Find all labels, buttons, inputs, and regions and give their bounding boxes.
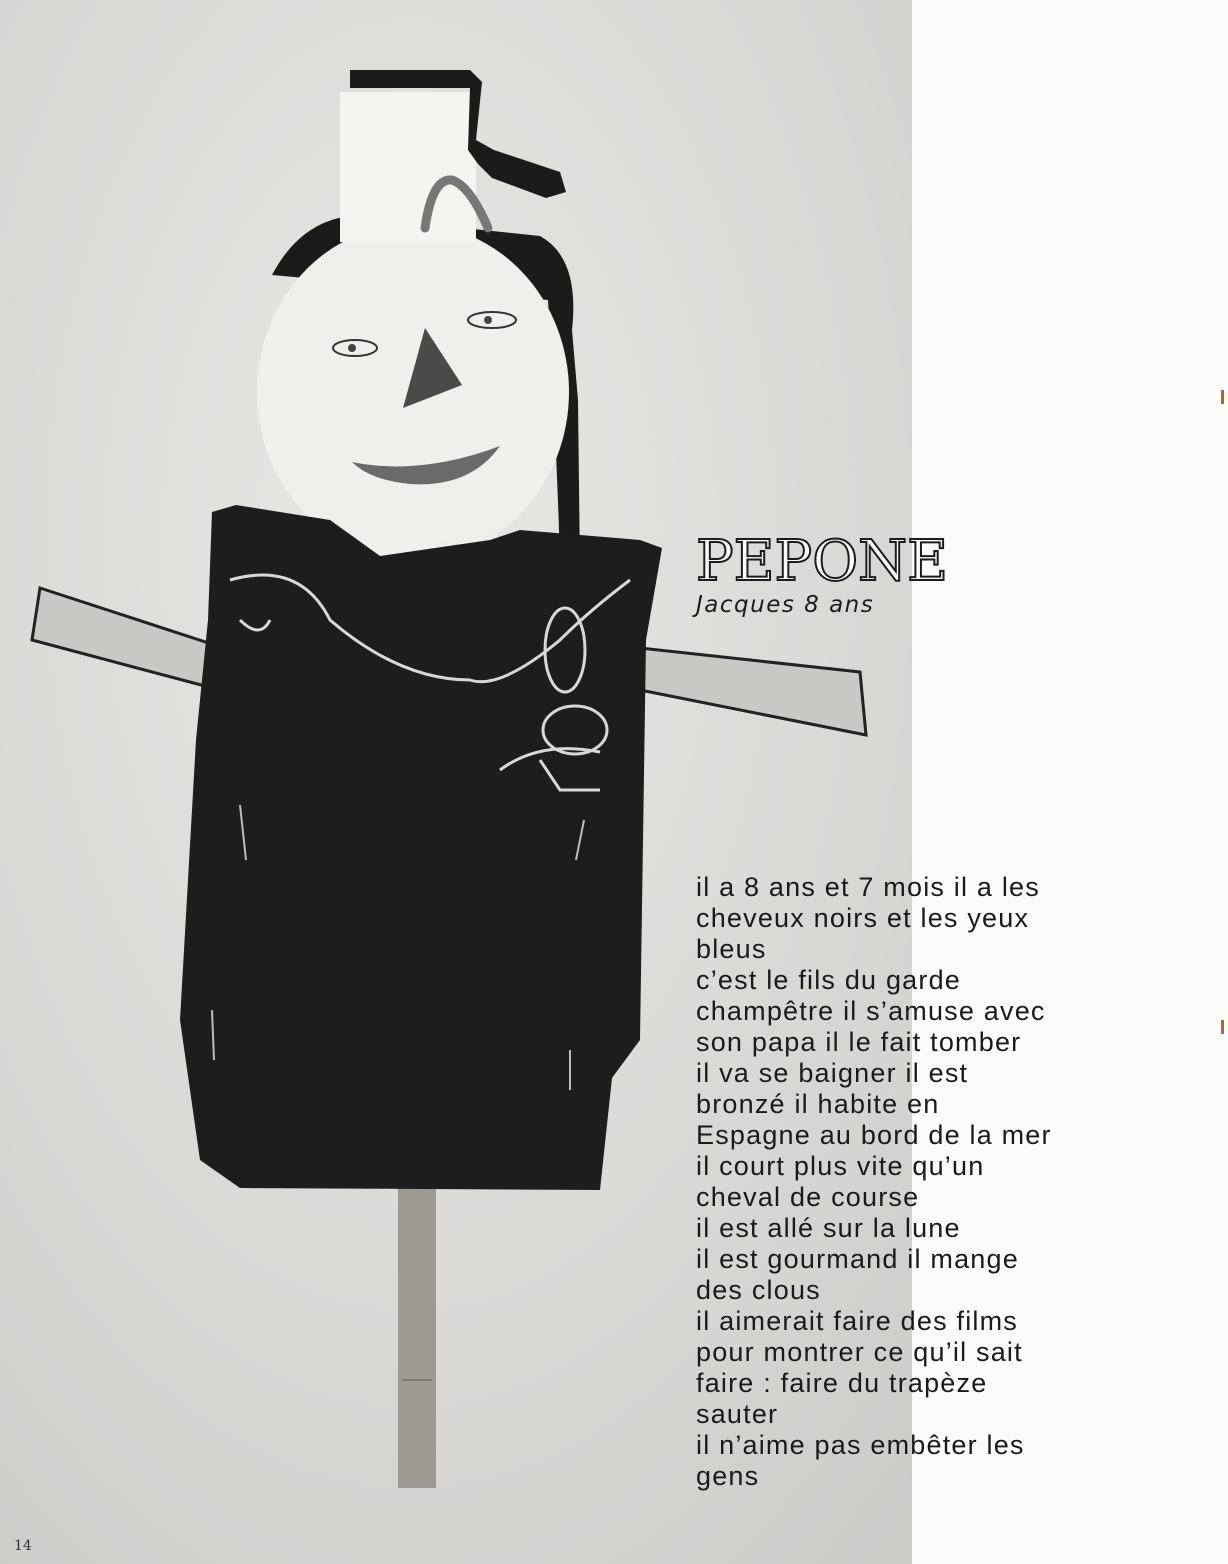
- author-caption: Jacques 8 ans: [696, 592, 875, 618]
- poem-line: gens: [696, 1461, 760, 1491]
- poem-line: il va se baigner il est: [696, 1058, 969, 1088]
- poem-line: bronzé il habite en: [696, 1089, 940, 1119]
- poem-line: pour montrer ce qu’il sait: [696, 1337, 1023, 1367]
- poem-line: des clous: [696, 1275, 821, 1305]
- poem-line: cheval de course: [696, 1182, 920, 1212]
- poem-line: bleus: [696, 934, 767, 964]
- binding-mark: [1221, 390, 1224, 404]
- wooden-stick: [398, 1150, 436, 1488]
- poem-line: Espagne au bord de la mer: [696, 1120, 1052, 1150]
- poem-line: il est allé sur la lune: [696, 1213, 961, 1243]
- poem-line: il court plus vite qu’un: [696, 1151, 985, 1181]
- cloth-body: [180, 505, 662, 1190]
- poem-line: champêtre il s’amuse avec: [696, 996, 1046, 1026]
- binding-mark: [1221, 1020, 1224, 1034]
- page-number: 14: [14, 1538, 32, 1554]
- hat: [340, 92, 476, 242]
- poem-line: il aimerait faire des films: [696, 1306, 1018, 1336]
- poem-line: sauter: [696, 1399, 779, 1429]
- poem-line: il est gourmand il mange: [696, 1244, 1019, 1274]
- poem-text: [696, 872, 1216, 1492]
- poem-line: son papa il le fait tomber: [696, 1027, 1022, 1057]
- page-title: PEPONE: [696, 529, 949, 594]
- poem-line: cheveux noirs et les yeux: [696, 903, 1030, 933]
- poem-line: faire : faire du trapèze: [696, 1368, 988, 1398]
- poem-line: il a 8 ans et 7 mois il a les: [696, 872, 1040, 902]
- poem-line: c’est le fils du garde: [696, 965, 962, 995]
- poem-line: il n’aime pas embêter les: [696, 1430, 1025, 1460]
